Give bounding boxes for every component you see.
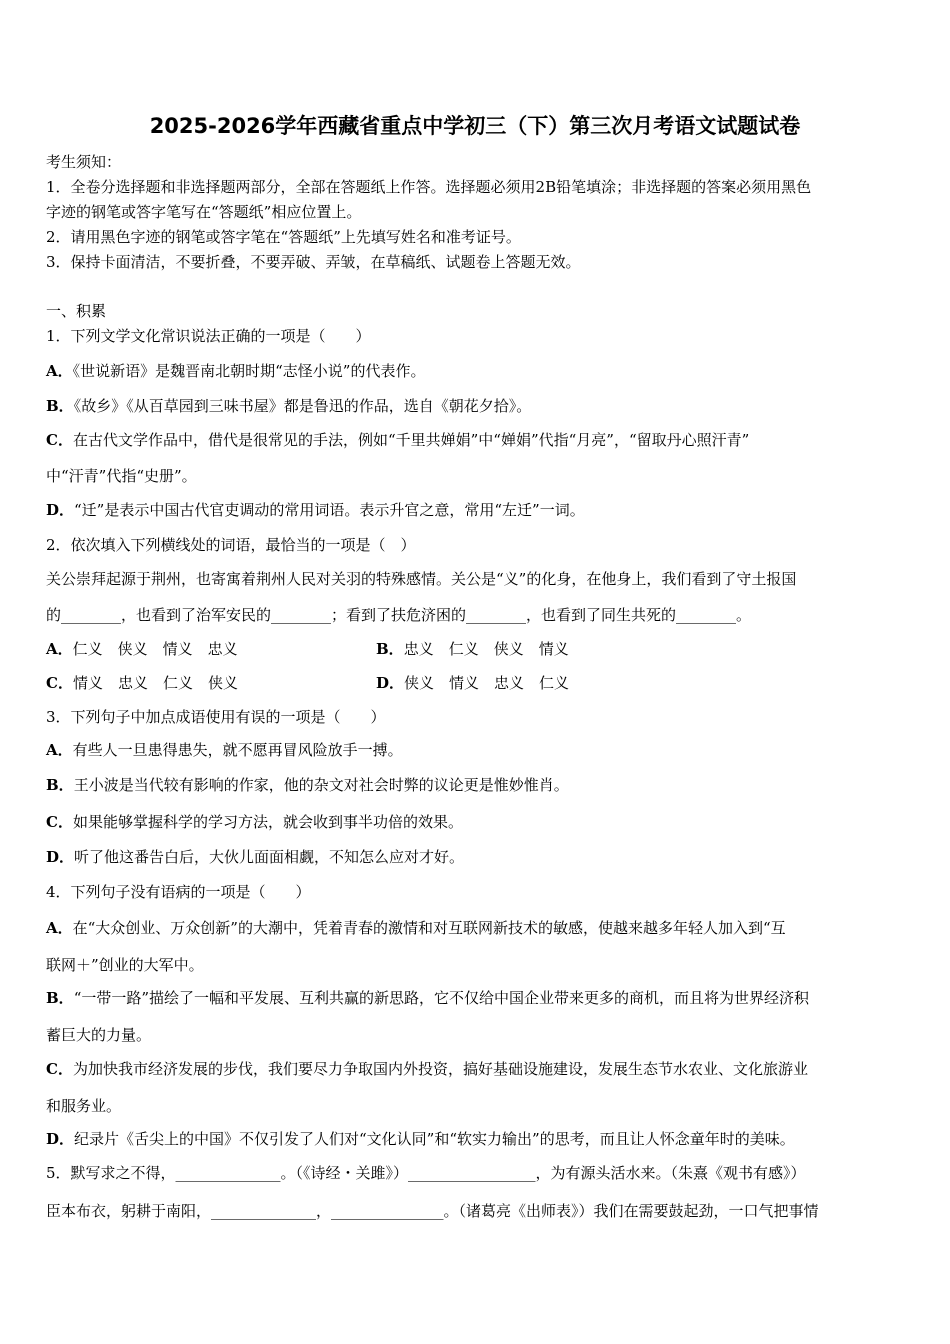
section-heading: 一、积累 [46, 302, 107, 320]
option-text: 《故乡》《从百草园到三味书屋》都是鲁迅的作品，选自《朝花夕拾》。 [73, 397, 532, 415]
option-label: C． [46, 1060, 73, 1078]
option-label: B． [46, 989, 74, 1007]
question-5-line: 5．默写求之不得，______________。（《诗经・关雎》）_________________，为有源头活水来。（朱熹《观书有感》） [46, 1164, 806, 1182]
notice-line: 2．请用黑色字迹的钢笔或答字笔在“答题纸”上先填写姓名和准考证号。 [46, 228, 521, 246]
option-text: 在古代文学作品中，借代是很常见的手法，例如“千里共婵娟”中“婵娟”代指“月亮”，“留取丹心照汗青” [72, 431, 750, 449]
option-text: 听了他这番告白后，大伙儿面面相觑，不知怎么应对才好。 [74, 848, 465, 866]
q1-option-a [46, 361, 425, 381]
q4-option-d [46, 1129, 795, 1149]
q4-option-a [46, 918, 786, 938]
q2-passage: 的________，也看到了治军安民的________；看到了扶危济困的________，也看到了同生共死的________。 [46, 606, 752, 624]
q1-option-c [46, 430, 749, 450]
question-3-stem: 3．下列句子中加点成语使用有误的一项是（ ） [46, 708, 386, 726]
question-5-line: 臣本布衣，躬耕于南阳，______________，_______________。（诸葛亮《出师表》）我们在需要鼓起劲，一口气把事情 [46, 1202, 819, 1220]
option-label: C． [46, 813, 73, 831]
q2-option-a [46, 639, 238, 659]
option-text: 如果能够掌握科学的学习方法，就会收到事半功倍的效果。 [72, 813, 463, 831]
q2-option-b [376, 639, 569, 659]
option-label: A． [46, 640, 73, 658]
option-label: B． [46, 776, 74, 794]
question-2-stem: 2．依次填入下列横线处的词语，最恰当的一项是（ ） [46, 536, 416, 554]
q4-option-b-cont: 蓄巨大的力量。 [46, 1026, 152, 1044]
option-label: D． [46, 848, 75, 866]
q4-option-c-cont: 和服务业。 [46, 1097, 122, 1115]
q3-option-a [46, 740, 403, 760]
option-text: 纪录片《舌尖上的中国》不仅引发了人们对“文化认同”和“软实力输出”的思考，而且让人怀念童年时的美味。 [74, 1130, 795, 1148]
q3-option-d [46, 847, 464, 867]
q2-option-c [46, 673, 238, 693]
q4-option-a-cont: 联网＋”创业的大军中。 [46, 956, 204, 974]
notice-line: 1．全卷分选择题和非选择题两部分，全部在答题纸上作答。选择题必须用2B铅笔填涂；非选择题的答案必须用黑色 [46, 178, 812, 196]
q4-option-b [46, 988, 809, 1008]
question-1-stem: 1．下列文学文化常识说法正确的一项是（ ） [46, 327, 371, 345]
option-label: B． [46, 397, 74, 415]
option-label: D． [46, 501, 75, 519]
option-label: A． [46, 919, 73, 937]
q3-option-c [46, 812, 463, 832]
option-text: “迁”是表示中国古代官吏调动的常用词语。表示升官之意，常用“左迁”一词。 [74, 501, 585, 519]
option-text: 情义 忠义 仁义 侠义 [72, 674, 238, 692]
option-label: A． [46, 741, 73, 759]
option-text: 有些人一旦患得患失，就不愿再冒风险放手一搏。 [72, 741, 403, 759]
question-4-stem: 4．下列句子没有语病的一项是（ ） [46, 883, 311, 901]
option-text: 忠义 仁义 侠义 情义 [403, 640, 569, 658]
q1-option-c-cont: 中“汗青”代指“史册”。 [46, 467, 197, 485]
option-text: 在“大众创业、万众创新”的大潮中，凭着青春的激情和对互联网新技术的敏感，使越来越多年轻人加入到“互 [72, 919, 786, 937]
option-label: D． [376, 674, 405, 692]
q1-option-b [46, 396, 531, 416]
notice-line: 3．保持卡面清洁，不要折叠，不要弄破、弄皱，在草稿纸、试题卷上答题无效。 [46, 253, 581, 271]
option-text: 侠义 情义 忠义 仁义 [404, 674, 570, 692]
q4-option-c [46, 1059, 808, 1079]
notice-line: 字迹的钢笔或答字笔写在“答题纸”相应位置上。 [46, 203, 362, 221]
option-label: A． [46, 362, 73, 380]
notice-heading: 考生须知： [46, 153, 122, 171]
q2-passage: 关公崇拜起源于荆州，也寄寓着荆州人民对关羽的特殊感情。关公是“义”的化身，在他身上，我们看到了守土报国 [46, 570, 797, 588]
q1-option-d [46, 500, 585, 520]
option-text: 《世说新语》是魏晋南北朝时期“志怪小说”的代表作。 [72, 362, 426, 380]
option-text: “一带一路”描绘了一幅和平发展、互利共赢的新思路，它不仅给中国企业带来更多的商机，而且将为世界经济积 [73, 989, 810, 1007]
exam-title: 2025-2026学年西藏省重点中学初三（下）第三次月考语文试题试卷 [149, 114, 801, 138]
option-label: D． [46, 1130, 75, 1148]
q2-option-d [376, 673, 569, 693]
option-text: 仁义 侠义 情义 忠义 [72, 640, 238, 658]
option-text: 为加快我市经济发展的步伐，我们要尽力争取国内外投资，搞好基础设施建设，发展生态节水农业、文化旅游业 [72, 1060, 808, 1078]
option-label: B． [376, 640, 404, 658]
q3-option-b [46, 775, 569, 795]
option-label: C． [46, 431, 73, 449]
option-label: C． [46, 674, 73, 692]
option-text: 王小波是当代较有影响的作家，他的杂文对社会时弊的议论更是惟妙惟肖。 [73, 776, 569, 794]
